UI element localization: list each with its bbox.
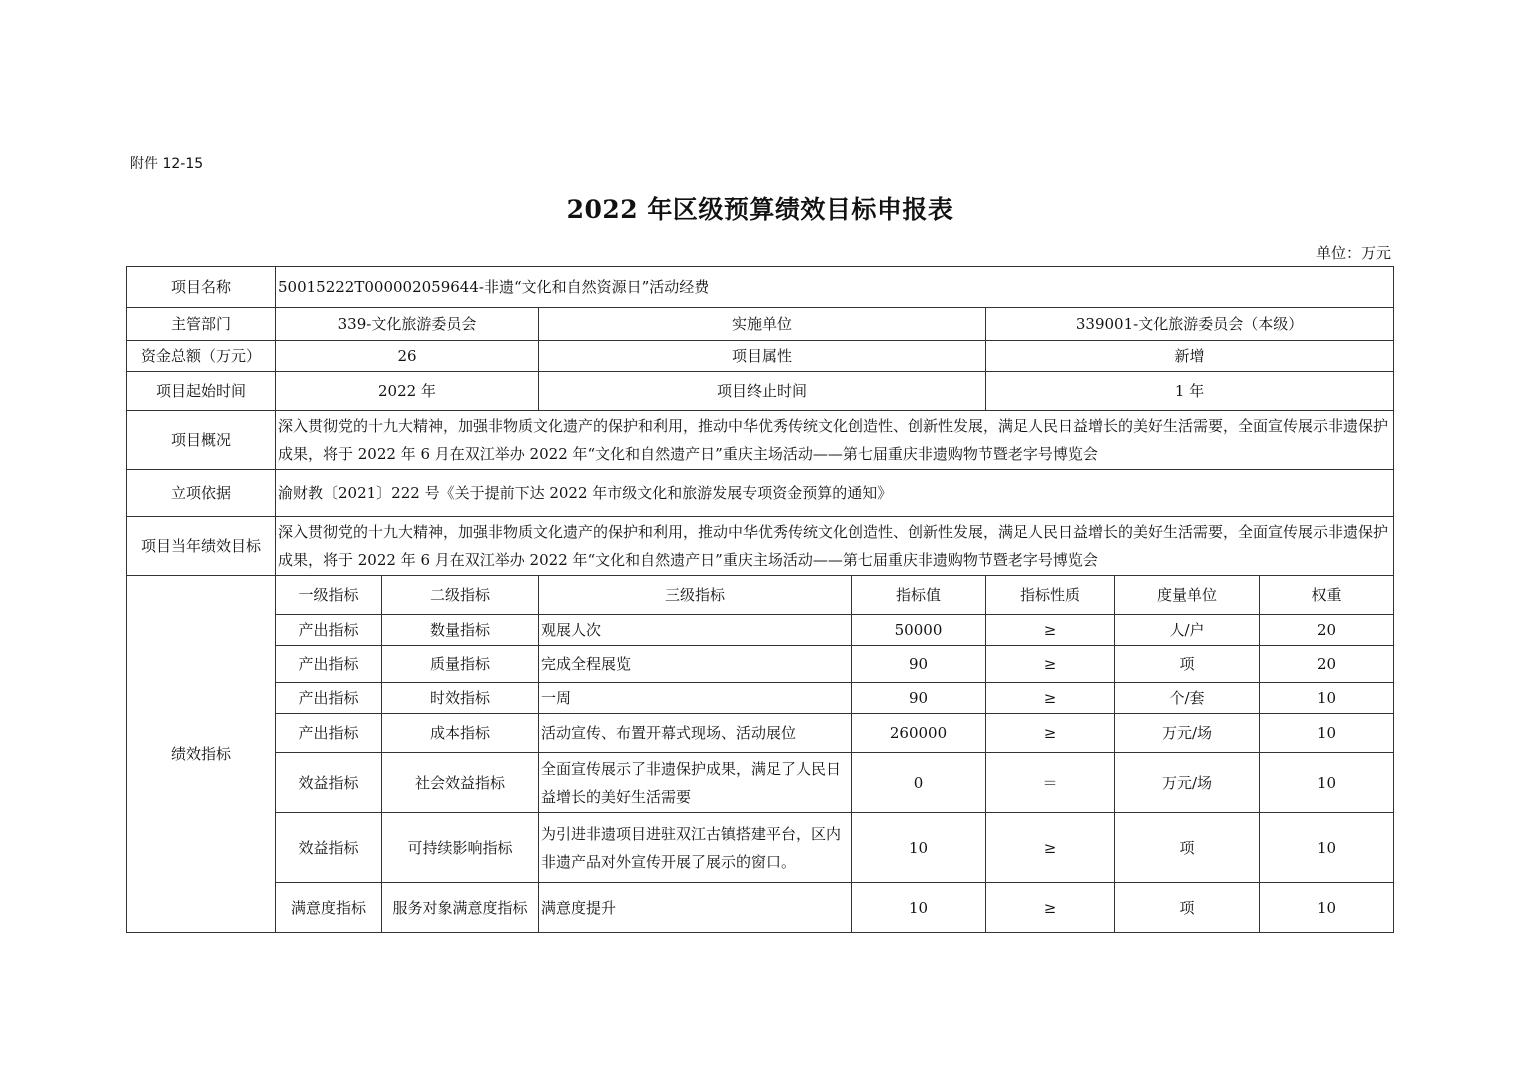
indicator-level3: 一周 bbox=[539, 683, 852, 714]
indicator-level3: 满意度提升 bbox=[539, 883, 852, 933]
unit-label: 单位：万元 bbox=[1315, 244, 1391, 262]
goal-label: 项目当年绩效目标 bbox=[127, 517, 276, 576]
indicator-level2: 数量指标 bbox=[382, 615, 539, 646]
indicator-nature: ≥ bbox=[986, 813, 1115, 883]
dept-value: 339-文化旅游委员会 bbox=[276, 308, 539, 341]
indicator-level2: 服务对象满意度指标 bbox=[382, 883, 539, 933]
dept-label: 主管部门 bbox=[127, 308, 276, 341]
indicator-level2: 质量指标 bbox=[382, 646, 539, 683]
indicator-level1: 效益指标 bbox=[276, 753, 382, 813]
header-value: 指标值 bbox=[852, 576, 986, 615]
end-value: 1 年 bbox=[986, 372, 1394, 411]
indicator-unit: 万元/场 bbox=[1115, 714, 1260, 753]
basis-value: 渝财教〔2021〕222 号《关于提前下达 2022 年市级文化和旅游发展专项资金预算的通知》 bbox=[276, 470, 1394, 517]
indicator-level1: 效益指标 bbox=[276, 813, 382, 883]
row-indicator-headers bbox=[127, 576, 1394, 615]
project-name-value: 50015222T000002059644-非遗“文化和自然资源日”活动经费 bbox=[276, 267, 1394, 308]
indicator-weight: 10 bbox=[1260, 683, 1394, 714]
indicator-weight: 10 bbox=[1260, 714, 1394, 753]
indicator-weight: 20 bbox=[1260, 615, 1394, 646]
row-project-name bbox=[127, 267, 1394, 308]
overview-label: 项目概况 bbox=[127, 411, 276, 470]
indicator-nature: ＝ bbox=[986, 753, 1115, 813]
header-level2: 二级指标 bbox=[382, 576, 539, 615]
table-row bbox=[127, 615, 1394, 646]
attr-label: 项目属性 bbox=[539, 341, 986, 372]
budget-performance-table bbox=[126, 266, 1394, 933]
indicator-nature: ≥ bbox=[986, 615, 1115, 646]
indicator-level3: 全面宣传展示了非遗保护成果，满足了人民日益增长的美好生活需要 bbox=[539, 753, 852, 813]
indicators-section-label: 绩效指标 bbox=[127, 576, 276, 933]
indicator-value: 90 bbox=[852, 646, 986, 683]
indicator-level2: 社会效益指标 bbox=[382, 753, 539, 813]
table-row bbox=[127, 714, 1394, 753]
indicator-nature: ≥ bbox=[986, 646, 1115, 683]
indicator-unit: 项 bbox=[1115, 813, 1260, 883]
row-goal bbox=[127, 517, 1394, 576]
funds-label: 资金总额（万元） bbox=[127, 341, 276, 372]
funds-value: 26 bbox=[276, 341, 539, 372]
indicator-level2: 成本指标 bbox=[382, 714, 539, 753]
header-nature: 指标性质 bbox=[986, 576, 1115, 615]
indicator-level3: 活动宣传、布置开幕式现场、活动展位 bbox=[539, 714, 852, 753]
row-department bbox=[127, 308, 1394, 341]
indicator-level3: 观展人次 bbox=[539, 615, 852, 646]
indicator-value: 90 bbox=[852, 683, 986, 714]
start-label: 项目起始时间 bbox=[127, 372, 276, 411]
basis-label: 立项依据 bbox=[127, 470, 276, 517]
indicator-level2: 可持续影响指标 bbox=[382, 813, 539, 883]
indicator-nature: ≥ bbox=[986, 883, 1115, 933]
indicator-value: 10 bbox=[852, 813, 986, 883]
indicator-weight: 10 bbox=[1260, 883, 1394, 933]
indicator-nature: ≥ bbox=[986, 714, 1115, 753]
project-name-label: 项目名称 bbox=[127, 267, 276, 308]
table-row bbox=[127, 883, 1394, 933]
indicator-value: 10 bbox=[852, 883, 986, 933]
table-row bbox=[127, 813, 1394, 883]
indicator-value: 50000 bbox=[852, 615, 986, 646]
start-value: 2022 年 bbox=[276, 372, 539, 411]
page-title: 2022 年区级预算绩效目标申报表 bbox=[566, 195, 954, 224]
table-row bbox=[127, 753, 1394, 813]
row-overview bbox=[127, 411, 1394, 470]
indicator-level3: 完成全程展览 bbox=[539, 646, 852, 683]
indicator-unit: 万元/场 bbox=[1115, 753, 1260, 813]
indicator-unit: 项 bbox=[1115, 646, 1260, 683]
row-basis bbox=[127, 470, 1394, 517]
attachment-label: 附件 12-15 bbox=[130, 156, 204, 172]
indicator-value: 0 bbox=[852, 753, 986, 813]
table-row bbox=[127, 683, 1394, 714]
indicator-level1: 产出指标 bbox=[276, 683, 382, 714]
header-level3: 三级指标 bbox=[539, 576, 852, 615]
header-unit: 度量单位 bbox=[1115, 576, 1260, 615]
impl-label: 实施单位 bbox=[539, 308, 986, 341]
header-weight: 权重 bbox=[1260, 576, 1394, 615]
indicator-weight: 20 bbox=[1260, 646, 1394, 683]
indicator-level1: 产出指标 bbox=[276, 615, 382, 646]
indicator-nature: ≥ bbox=[986, 683, 1115, 714]
indicator-level1: 产出指标 bbox=[276, 714, 382, 753]
impl-value: 339001-文化旅游委员会（本级） bbox=[986, 308, 1394, 341]
indicator-level1: 满意度指标 bbox=[276, 883, 382, 933]
indicator-unit: 项 bbox=[1115, 883, 1260, 933]
row-funds bbox=[127, 341, 1394, 372]
table-row bbox=[127, 646, 1394, 683]
indicator-value: 260000 bbox=[852, 714, 986, 753]
indicator-level2: 时效指标 bbox=[382, 683, 539, 714]
indicator-level3: 为引进非遗项目进驻双江古镇搭建平台，区内非遗产品对外宣传开展了展示的窗口。 bbox=[539, 813, 852, 883]
indicator-unit: 人/户 bbox=[1115, 615, 1260, 646]
indicator-weight: 10 bbox=[1260, 753, 1394, 813]
overview-value: 深入贯彻党的十九大精神，加强非物质文化遗产的保护和利用，推动中华优秀传统文化创造性、创新性发展，满足人民日益增长的美好生活需要，全面宣传展示非遗保护成果，将于 2022 年 6 月在双江举办 2022 年“文化和自然遗产日”重庆主场活动——第七届重庆非遗购物节暨老字号博览会 bbox=[276, 411, 1394, 470]
indicator-unit: 个/套 bbox=[1115, 683, 1260, 714]
row-time bbox=[127, 372, 1394, 411]
indicator-weight: 10 bbox=[1260, 813, 1394, 883]
indicator-level1: 产出指标 bbox=[276, 646, 382, 683]
end-label: 项目终止时间 bbox=[539, 372, 986, 411]
header-level1: 一级指标 bbox=[276, 576, 382, 615]
goal-value: 深入贯彻党的十九大精神，加强非物质文化遗产的保护和利用，推动中华优秀传统文化创造性、创新性发展，满足人民日益增长的美好生活需要，全面宣传展示非遗保护成果，将于 2022 年 6 月在双江举办 2022 年“文化和自然遗产日”重庆主场活动——第七届重庆非遗购物节暨老字号博览会 bbox=[276, 517, 1394, 576]
attr-value: 新增 bbox=[986, 341, 1394, 372]
